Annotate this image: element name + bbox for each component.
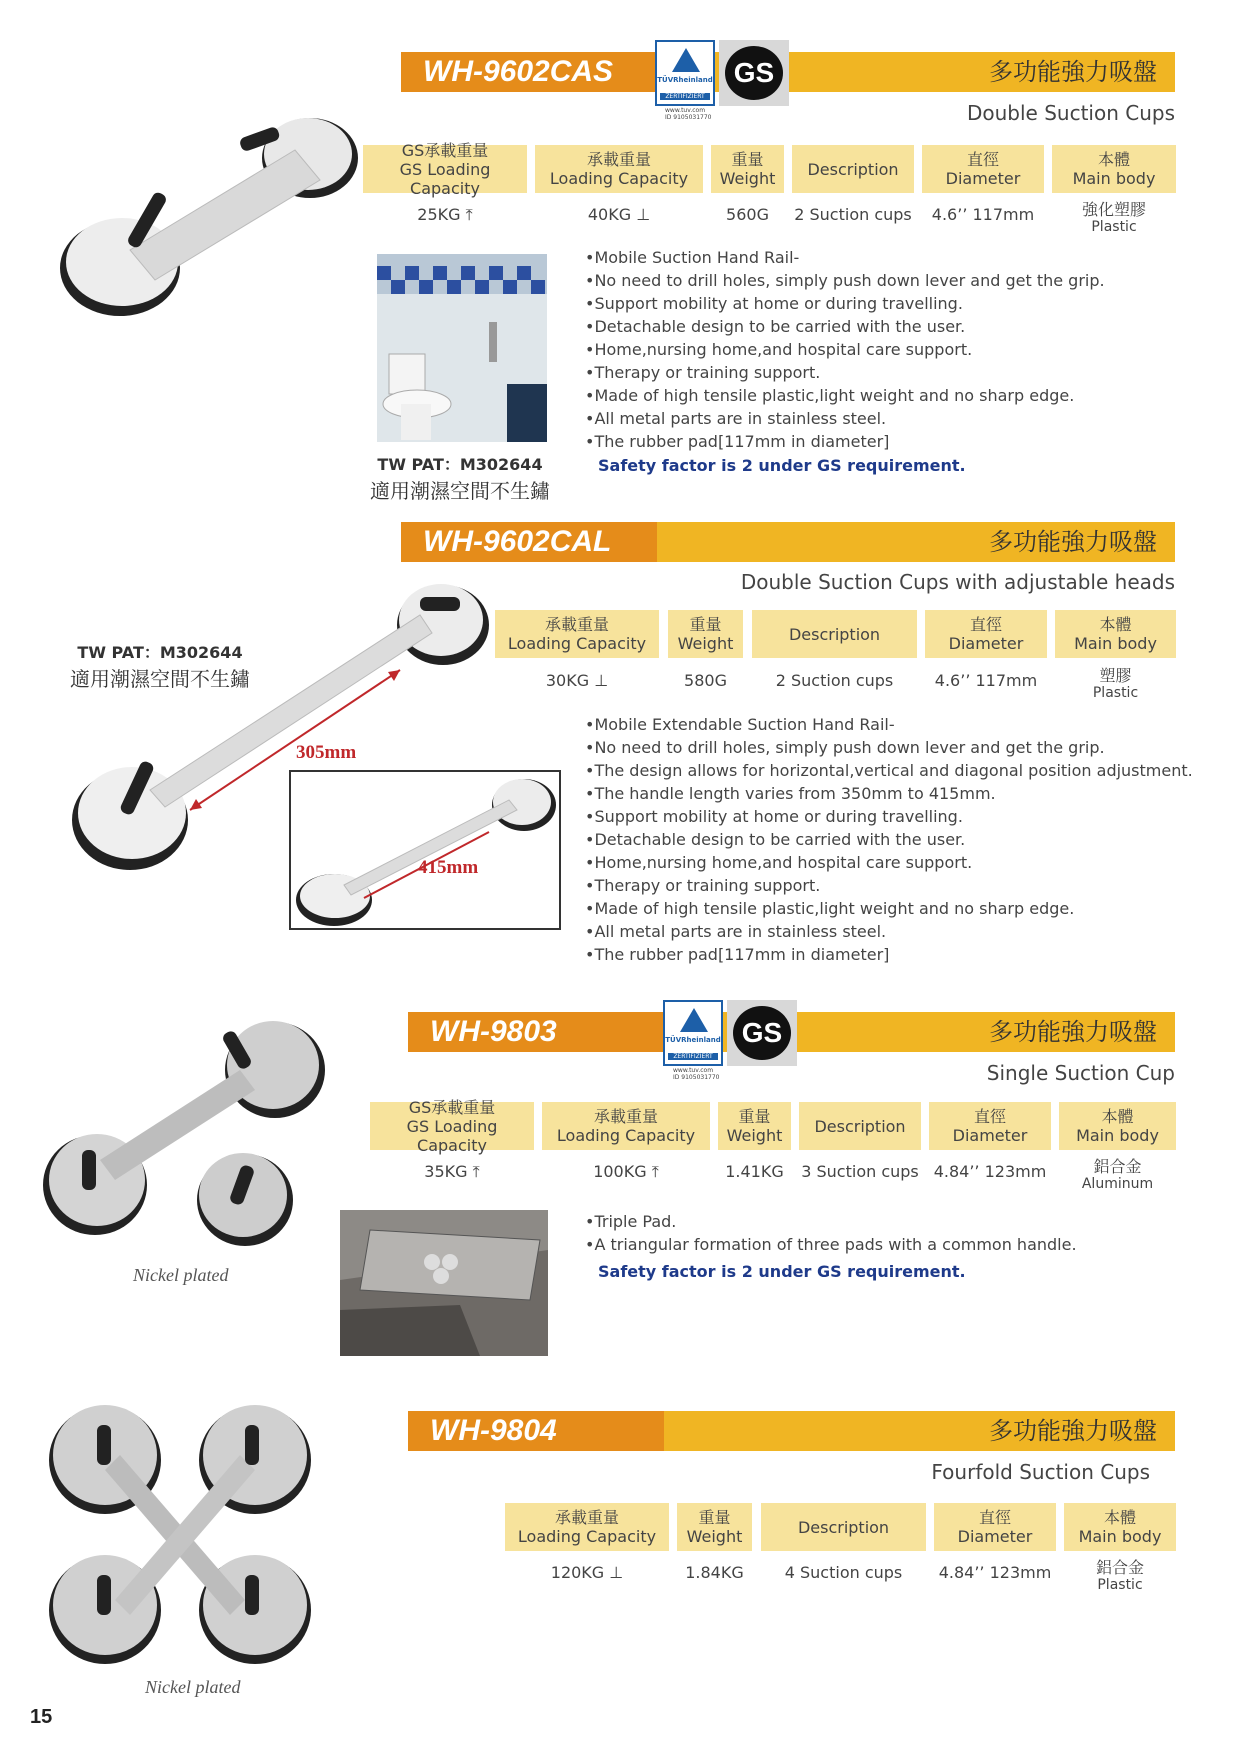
product-image-extended <box>289 770 561 930</box>
tuv-id: www.tuv.com ID 9105031770 <box>673 1067 720 1081</box>
tile-lifting-photo <box>340 1210 548 1356</box>
header-description: Description <box>792 145 914 193</box>
header-main-body: 本體 Main body <box>1064 1503 1176 1551</box>
page-number: 15 <box>30 1706 53 1728</box>
feature-list <box>585 246 1205 453</box>
value-description: 2 Suction cups <box>775 671 894 690</box>
header-weight: 重量 Weight <box>668 610 743 658</box>
value-main-body: 塑膠 Plastic <box>1092 666 1139 701</box>
list-item: • The design allows for horizontal,vertical and diagonal position adjustment. <box>585 759 1235 782</box>
header-main-body: 本體 Main body <box>1059 1102 1176 1150</box>
header-capacity: 承載重量 Loading Capacity <box>495 610 659 658</box>
list-item: • Home,nursing home,and hospital care support. <box>585 851 1235 874</box>
value-description: 4 Suction cups <box>784 1563 903 1582</box>
list-item: • All metal parts are in stainless steel. <box>585 920 1235 943</box>
feature-list <box>585 1210 1205 1256</box>
product-code: WH-9804 <box>408 1411 664 1451</box>
list-item: • The rubber pad[117mm in diameter] <box>585 430 1205 453</box>
product-code: WH-9602CAS <box>401 52 661 92</box>
value-capacity: 120KG ⊥ <box>550 1563 624 1582</box>
header-gs-capacity: GS承載重量 GS Loading Capacity <box>363 145 527 193</box>
product-subtitle: Double Suction Cups with adjustable heads <box>740 570 1175 594</box>
value-weight: 560G <box>726 205 769 224</box>
bathroom-photo <box>377 254 547 442</box>
safety-note: Safety factor is 2 under GS requirement. <box>598 456 966 475</box>
value-weight: 1.84KG <box>685 1563 744 1582</box>
value-diameter: 4.84’’ 123mm <box>933 1162 1047 1181</box>
tuv-logo: TÜVRheinland ZERTIFIZIERT <box>655 40 715 106</box>
patent-note: TW PAT：M302644 適用潮濕空間不生鏽 <box>370 455 550 503</box>
value-main-body: 鋁合金 Plastic <box>1095 1558 1144 1593</box>
header-diameter: 直徑 Diameter <box>922 145 1044 193</box>
header-weight: 重量 Weight <box>718 1102 791 1150</box>
safety-note: Safety factor is 2 under GS requirement. <box>598 1262 966 1281</box>
value-gs-capacity: 35KG ⤒ <box>424 1162 480 1181</box>
product-image-double-suction <box>60 110 360 320</box>
header-diameter: 直徑 Diameter <box>929 1102 1051 1150</box>
list-item: • Detachable design to be carried with the user. <box>585 828 1235 851</box>
list-item: • The handle length varies from 350mm to 415mm. <box>585 782 1235 805</box>
list-item: • Triple Pad. <box>585 1210 1205 1233</box>
product-subtitle: Single Suction Cup <box>986 1061 1175 1085</box>
list-item: • Support mobility at home or during travelling. <box>585 805 1235 828</box>
certification-logos <box>663 1000 797 1066</box>
patent-note: TW PAT：M302644 適用潮濕空間不生鏽 <box>70 643 250 691</box>
tuv-logo: TÜVRheinland ZERTIFIZIERT <box>663 1000 723 1066</box>
list-item: • Therapy or training support. <box>585 361 1205 384</box>
value-weight: 580G <box>684 671 727 690</box>
section-header-bar <box>408 1411 1175 1451</box>
list-item: • No need to drill holes, simply push down lever and get the grip. <box>585 736 1235 759</box>
length-label-short: 305mm <box>296 742 357 763</box>
list-item: • Made of high tensile plastic,light weight and no sharp edge. <box>585 384 1205 407</box>
tuv-id: www.tuv.com ID 9105031770 <box>665 107 712 121</box>
section-header-bar <box>401 522 1175 562</box>
header-capacity: 承載重量 Loading Capacity <box>542 1102 710 1150</box>
product-image-triple <box>40 1010 330 1250</box>
list-item: • Made of high tensile plastic,light weight and no sharp edge. <box>585 897 1235 920</box>
header-capacity: 承載重量 Loading Capacity <box>505 1503 669 1551</box>
value-description: 3 Suction cups <box>801 1162 919 1181</box>
value-description: 2 Suction cups <box>794 205 912 224</box>
product-subtitle: Double Suction Cups <box>966 101 1175 125</box>
value-capacity: 30KG ⊥ <box>545 671 609 690</box>
header-gs-capacity: GS承載重量 GS Loading Capacity <box>370 1102 534 1150</box>
value-diameter: 4.84’’ 123mm <box>938 1563 1052 1582</box>
header-main-body: 本體 Main body <box>1055 610 1176 658</box>
header-description: Description <box>761 1503 926 1551</box>
certification-logos <box>655 40 789 106</box>
product-title-cn: 多功能強力吸盤 <box>989 58 1157 86</box>
gs-logo: GS <box>727 1000 797 1066</box>
header-weight: 重量 Weight <box>711 145 784 193</box>
value-diameter: 4.6’’ 117mm <box>931 205 1035 224</box>
length-label-long: 415mm <box>418 857 479 878</box>
product-subtitle: Fourfold Suction Cups <box>931 1460 1150 1484</box>
list-item: • All metal parts are in stainless steel. <box>585 407 1205 430</box>
header-diameter: 直徑 Diameter <box>925 610 1047 658</box>
list-item: • Mobile Extendable Suction Hand Rail- <box>585 713 1235 736</box>
list-item: • Support mobility at home or during travelling. <box>585 292 1205 315</box>
header-description: Description <box>752 610 917 658</box>
product-code: WH-9602CAL <box>401 522 657 562</box>
list-item: • Detachable design to be carried with the user. <box>585 315 1205 338</box>
value-diameter: 4.6’’ 117mm <box>934 671 1038 690</box>
header-main-body: 本體 Main body <box>1052 145 1176 193</box>
value-capacity: 100KG ⤒ <box>593 1162 659 1181</box>
list-item: • Home,nursing home,and hospital care support. <box>585 338 1205 361</box>
finish-caption: Nickel plated <box>145 1677 241 1697</box>
gs-logo: GS <box>719 40 789 106</box>
product-code: WH-9803 <box>408 1012 664 1052</box>
list-item: • No need to drill holes, simply push down lever and get the grip. <box>585 269 1205 292</box>
product-image-fourfold <box>45 1400 315 1670</box>
value-capacity: 40KG ⊥ <box>587 205 651 224</box>
header-weight: 重量 Weight <box>677 1503 752 1551</box>
list-item: • Therapy or training support. <box>585 874 1235 897</box>
list-item: • The rubber pad[117mm in diameter] <box>585 943 1235 966</box>
list-item: • A triangular formation of three pads with a common handle. <box>585 1233 1205 1256</box>
header-diameter: 直徑 Diameter <box>934 1503 1056 1551</box>
header-capacity: 承載重量 Loading Capacity <box>535 145 703 193</box>
value-weight: 1.41KG <box>725 1162 784 1181</box>
feature-list <box>585 713 1235 966</box>
product-title-cn: 多功能強力吸盤 <box>989 1018 1157 1046</box>
finish-caption: Nickel plated <box>133 1265 229 1285</box>
list-item: • Mobile Suction Hand Rail- <box>585 246 1205 269</box>
product-title-cn: 多功能強力吸盤 <box>989 1417 1157 1445</box>
value-main-body: 強化塑膠 Plastic <box>1081 200 1146 235</box>
value-gs-capacity: 25KG ⤒ <box>417 205 473 224</box>
header-description: Description <box>799 1102 921 1150</box>
value-main-body: 鋁合金 Aluminum <box>1081 1157 1154 1192</box>
product-title-cn: 多功能強力吸盤 <box>989 528 1157 556</box>
